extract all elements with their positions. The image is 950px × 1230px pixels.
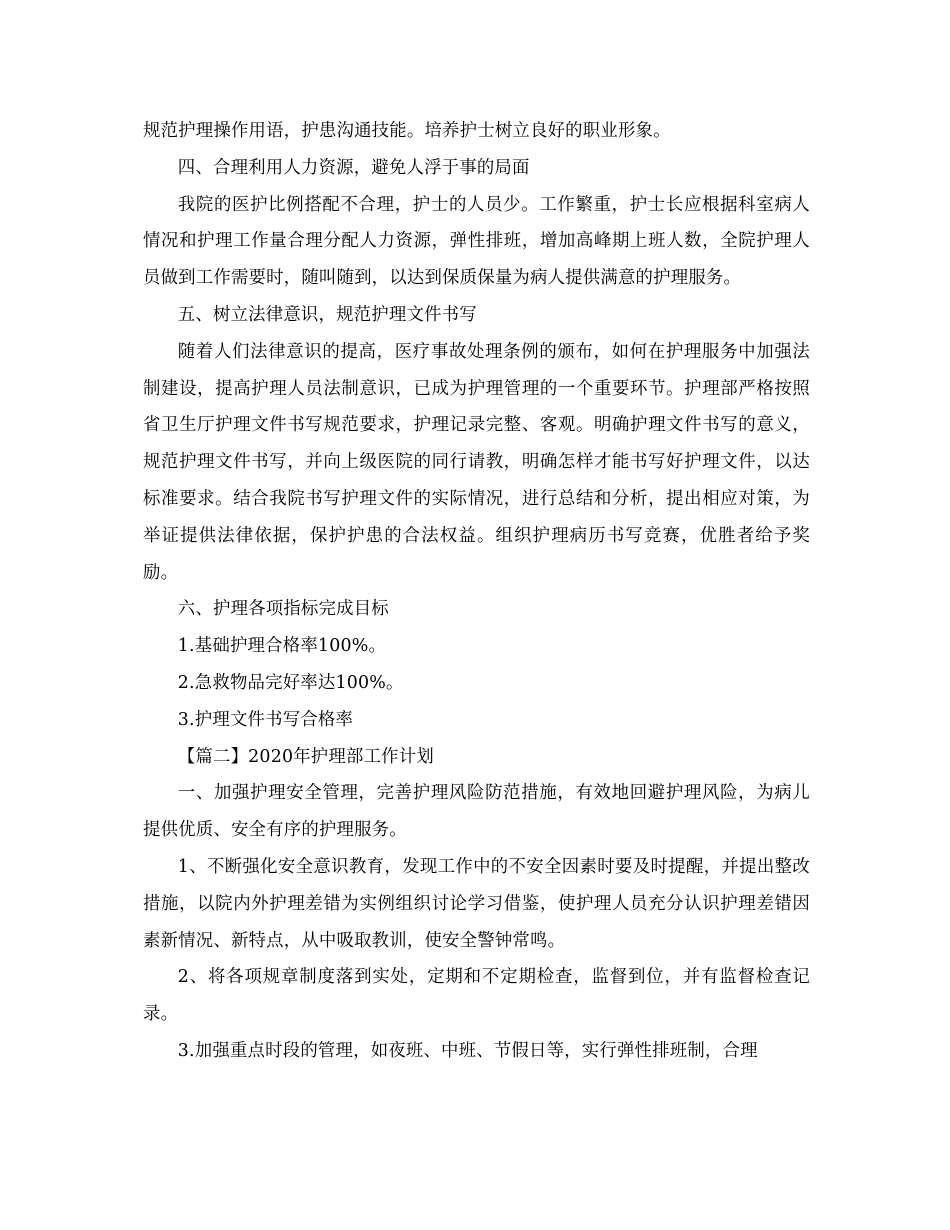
paragraph-legal: 随着人们法律意识的提高，医疗事故处理条例的颁布，如何在护理服务中加强法制建设，提高护理人员法制意识，已成为护理管理的一个重要环节。护理部严格按照省卫生厅护理文件书写规范要求，护理记录完整、客观。明确护理文件书写的意义，规范护理文件书写，并向上级医院的同行请教，明确怎样才能书写好护理文件，以达标准要求。结合我院书写护理文件的实际情况，进行总结和分析，提出相应对策，为举证提供法律依据，保护护患的合法权益。组织护理病历书写竞赛，优胜者给予奖励。 <box>143 341 810 583</box>
target-item-2: 2.急救物品完好率达100%。 <box>177 672 404 693</box>
part-two-section-1: 一、加强护理安全管理，完善护理风险防范措施，有效地回避护理风险，为病儿提供优质、安全有序的护理服务。 <box>143 783 810 841</box>
paragraph-continuation: 规范护理操作用语，护患沟通技能。培养护士树立良好的职业形象。 <box>143 121 671 141</box>
part-two-item-1: 1、不断强化安全意识教育，发现工作中的不安全因素时要及时提醒，并提出整改措施，以院内外护理差错为实例组织讨论学习借鉴，使护理人员充分认识护理差错因素新情况、新特点，从中吸取教训，使安全警钟常鸣。 <box>143 856 810 951</box>
part-two-title: 【篇二】2020年护理部工作计划 <box>177 746 434 767</box>
part-two-item-3: 3.加强重点时段的管理，如夜班、中班、节假日等，实行弹性排班制，合理 <box>177 1040 758 1061</box>
target-item-3: 3.护理文件书写合格率 <box>177 709 354 730</box>
section-heading-5: 五、树立法律意识，规范护理文件书写 <box>177 304 477 325</box>
section-heading-6: 六、护理各项指标完成目标 <box>177 599 389 620</box>
section-heading-4: 四、合理利用人力资源，避免人浮于事的局面 <box>177 157 530 178</box>
part-two-item-2: 2、将各项规章制度落到实处，定期和不定期检查，监督到位，并有监督检查记录。 <box>143 967 810 1025</box>
target-item-1: 1.基础护理合格率100%。 <box>177 636 387 657</box>
paragraph-staffing: 我院的医护比例搭配不合理，护士的人员少。工作繁重，护士长应根据科室病人情况和护理工作量合理分配人力资源，弹性排班，增加高峰期上班人数，全院护理人员做到工作需要时，随叫随到，以达到保质保量为病人提供满意的护理服务。 <box>143 194 810 289</box>
